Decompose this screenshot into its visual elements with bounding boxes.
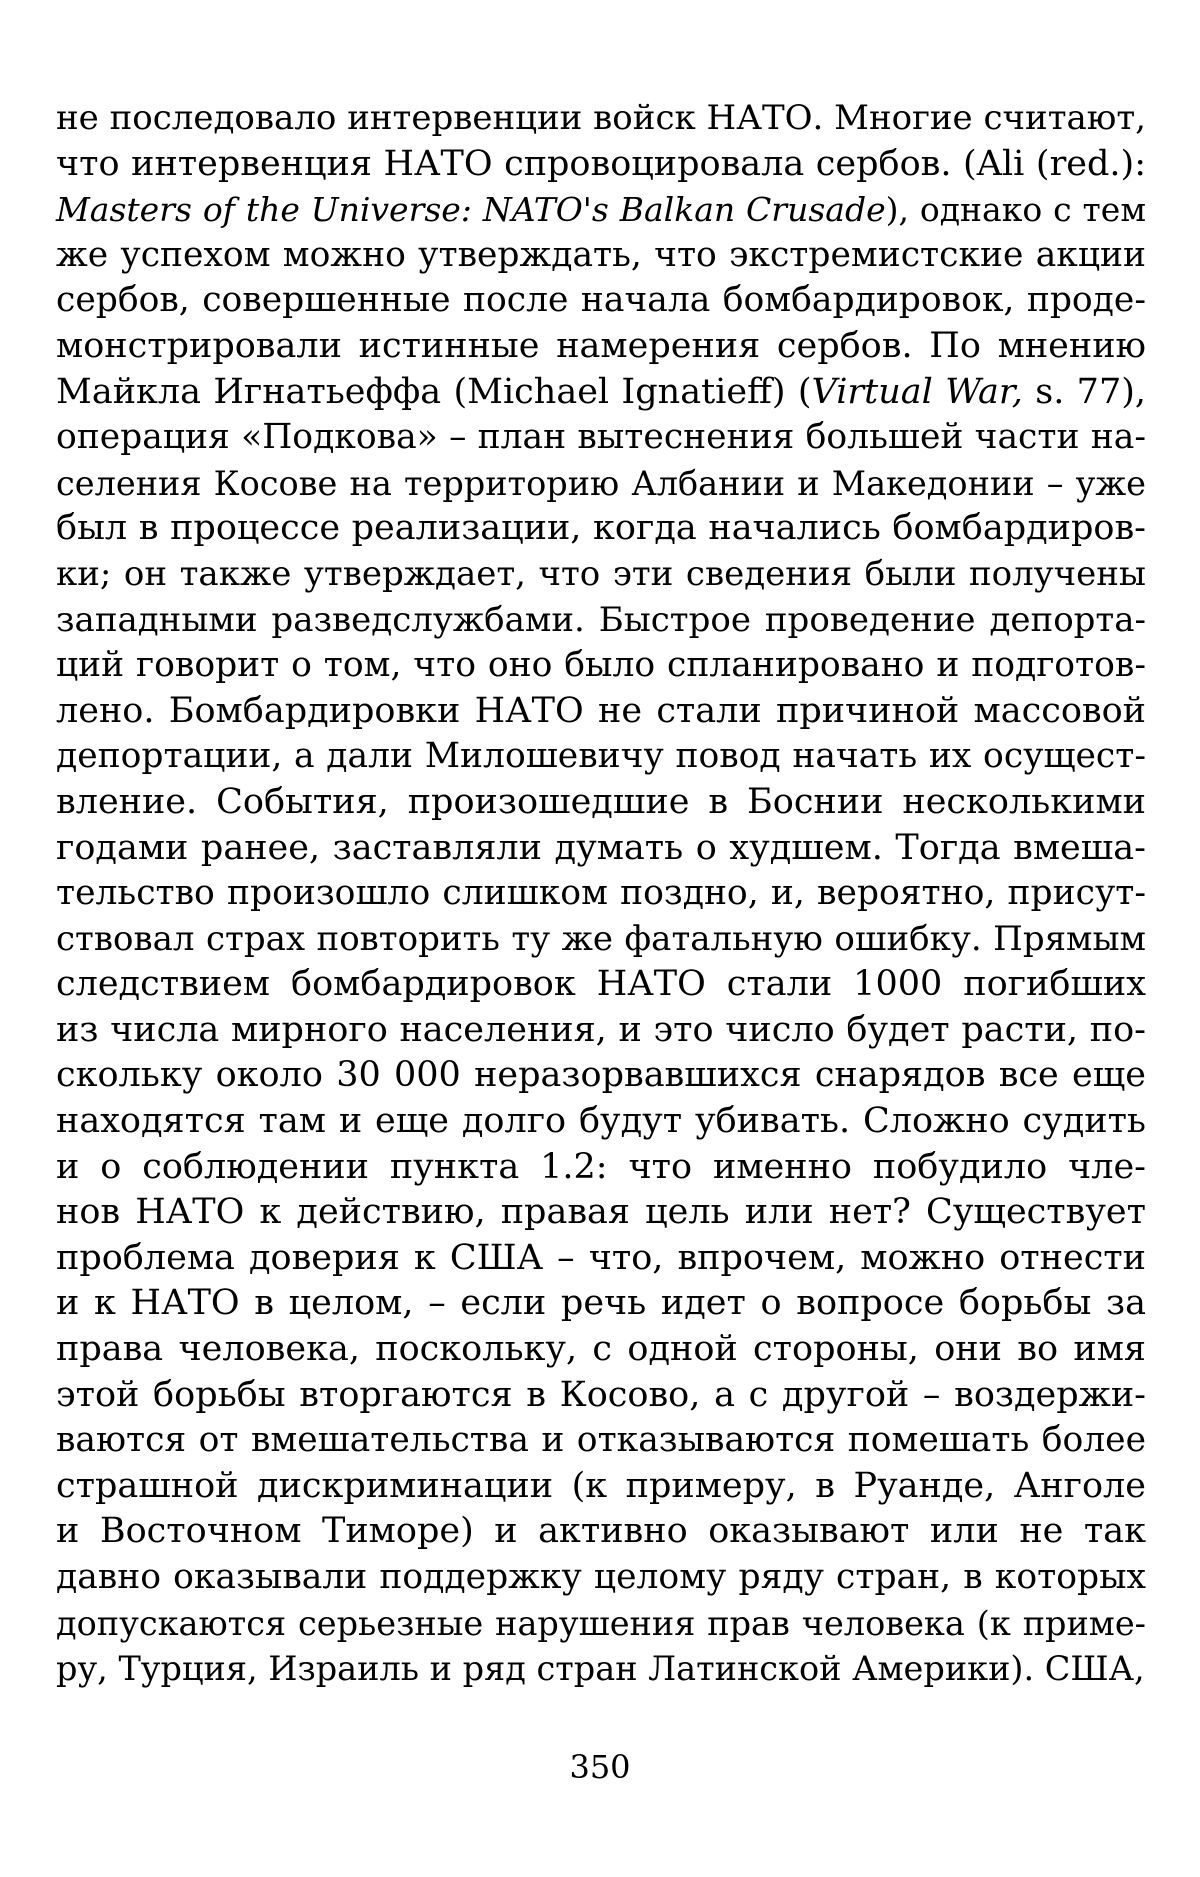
italic-title: Virtual War, — [811, 371, 1023, 412]
text-line: ки; он также утверждает, что эти сведения были получены — [56, 553, 1146, 594]
text-line: монстрировали истинные намерения сербов. По мнению — [56, 325, 1146, 366]
text-line: селения Косове на территорию Албании и Македонии – уже — [56, 463, 1146, 503]
text-line — [56, 370, 1146, 416]
text-line: страшной дискриминации (к примеру, в Руанде, Анголе — [56, 1465, 1146, 1506]
text-line: тельство произошло слишком поздно, и, вероятно, присут- — [56, 873, 1146, 914]
text-line: и Восточном Тиморе) и активно оказывают или не так — [56, 1511, 1146, 1552]
text-line: из числа мирного населения, и это число будет расти, по- — [56, 1009, 1146, 1050]
text-line: операция «Подкова» – план вытеснения большей части на- — [56, 417, 1146, 458]
text-line: проблема доверия к США – что, впрочем, можно отнести — [56, 1237, 1146, 1278]
text-line: давно оказывали поддержку целому ряду стран, в которых — [56, 1557, 1146, 1597]
page-number: 350 — [569, 1748, 631, 1786]
text-line: ций говорит о том, что оно было спланировано и подготов- — [56, 645, 1146, 686]
text-line: же успехом можно утверждать, что экстремистские акции — [56, 234, 1146, 275]
text-line: и о соблюдении пункта 1.2: что именно побудило чле- — [56, 1146, 1146, 1187]
text-line: депортации, а дали Милошевичу повод начать их осущест- — [56, 736, 1146, 777]
text-line: находятся там и еще долго будут убивать. Сложно судить — [56, 1101, 1146, 1142]
text-line: ваются от вмешательства и отказываются помешать более — [56, 1420, 1146, 1461]
text-line: скольку около 30 000 неразорвавшихся снарядов все еще — [56, 1055, 1146, 1096]
text-line: права человека, поскольку, с одной стороны, они во имя — [56, 1329, 1146, 1370]
text-segment: s. 77), — [1022, 371, 1146, 412]
text-line — [56, 187, 1146, 233]
text-line: и к НАТО в целом, – если речь идет о вопросе борьбы за — [56, 1283, 1146, 1324]
text-line: был в процессе реализации, когда начались бомбардиров- — [56, 508, 1146, 549]
text-line: годами ранее, заставляли думать о худшем. Тогда вмеша- — [56, 827, 1146, 868]
text-line: следствием бомбардировок НАТО стали 1000 погибших — [56, 964, 1146, 1005]
text-segment: ), однако с тем — [885, 190, 1146, 230]
text-segment: Майкла Игнатьеффа (Michael Ignatieff) ( — [56, 371, 812, 412]
text-line: ствовал страх повторить ту же фатальную ошибку. Прямым — [56, 918, 1146, 959]
text-line: допускаются серьезные нарушения прав человека (к приме- — [56, 1603, 1146, 1643]
text-line: что интервенция НАТО спровоцировала сербов. (Ali (red.): — [56, 143, 1146, 184]
text-line: этой борьбы вторгаются в Косово, а с другой – воздержи- — [56, 1374, 1146, 1415]
text-line: нов НАТО к действию, правая цель или нет? Существует — [56, 1192, 1146, 1233]
text-line: вление. События, произошедшие в Боснии несколькими — [56, 781, 1146, 822]
text-line: западными разведслужбами. Быстрое проведение депорта- — [56, 599, 1146, 640]
text-line: сербов, совершенные после начала бомбардировок, проде- — [56, 280, 1146, 321]
text-line: не последовало интервенции войск НАТО. Многие считают, — [56, 98, 1146, 138]
italic-title: Masters of the Universe: NATO's Balkan Crusade — [56, 190, 886, 230]
text-line: ру, Турция, Израиль и ряд стран Латинской Америки). США, — [56, 1649, 1145, 1689]
body-text — [56, 96, 1146, 1692]
text-line: лено. Бомбардировки НАТО не стали причиной массовой — [56, 690, 1146, 731]
